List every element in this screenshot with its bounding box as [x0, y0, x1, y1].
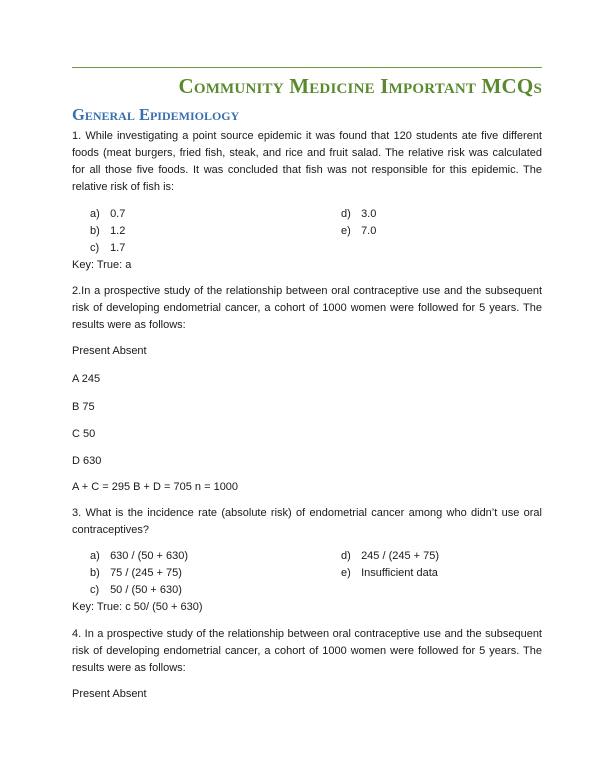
- q3-option-d: d) 245 / (245 + 75): [341, 550, 440, 562]
- header-rule: [72, 67, 542, 68]
- q3-answer-key: Key: True: c 50/ (50 + 630): [72, 601, 203, 613]
- q2-table-header: Present Absent: [72, 345, 147, 357]
- question-1-text: 1. While investigating a point source epidemic it was found that 120 students ate five different foods (meat burgers, fried fish, steak, and rice and fruit salad. The relative risk was calculated for all those five foods. It was concluded that fish was not responsible for this epidemic. The relative risk of fish is:: [72, 130, 542, 193]
- q3-option-b: b) 75 / (245 + 75): [90, 567, 182, 579]
- q1-option-b: b) 1.2: [90, 225, 126, 237]
- q2-row-c: C 50: [72, 428, 96, 440]
- section-heading: General Epidemiology: [72, 105, 240, 124]
- question-4-text: 4. In a prospective study of the relationship between oral contraceptive use and the subsequent risk of developing endometrial cancer, a cohort of 1000 women were followed for 5 years. The results were as follows:: [72, 628, 542, 674]
- q3-option-c: c) 50 / (50 + 630): [90, 584, 182, 596]
- q2-row-d: D 630: [72, 455, 102, 467]
- q1-answer-key: Key: True: a: [72, 259, 132, 271]
- page-title: Community Medicine Important MCQs: [178, 74, 542, 98]
- q2-row-b: B 75: [72, 401, 95, 413]
- q1-option-e: e) 7.0: [341, 225, 377, 237]
- q1-option-a: a) 0.7: [90, 208, 126, 220]
- q3-option-a: a) 630 / (50 + 630): [90, 550, 189, 562]
- q4-table-header: Present Absent: [72, 688, 147, 700]
- question-3-text: 3. What is the incidence rate (absolute risk) of endometrial cancer among who didn’t use oral contraceptives?: [72, 507, 542, 536]
- q3-option-e: e) Insufficient data: [341, 567, 438, 579]
- q1-option-c: c) 1.7: [90, 242, 126, 254]
- question-2-text: 2.In a prospective study of the relationship between oral contraceptive use and the subsequent risk of developing endometrial cancer, a cohort of 1000 women were followed for 5 years. The results were as follows:: [72, 285, 542, 331]
- q2-row-a: A 245: [72, 373, 101, 385]
- q2-totals: A + C = 295 B + D = 705 n = 1000: [72, 481, 239, 493]
- q1-option-d: d) 3.0: [341, 208, 377, 220]
